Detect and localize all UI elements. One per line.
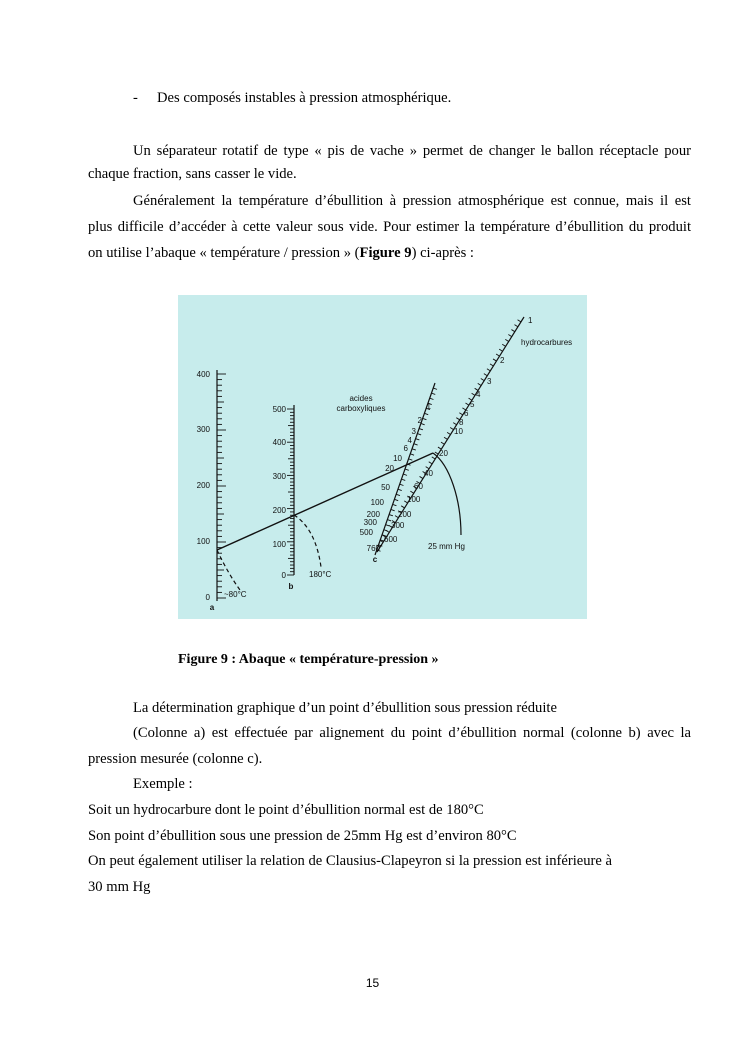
hydro-tick-mark (493, 359, 496, 361)
acides-tick-mark (409, 459, 413, 460)
hydro-tick-mark (502, 344, 505, 346)
hydro-tick-6: 6 (464, 409, 469, 418)
annotation-c: 25 mm Hg (428, 542, 465, 551)
example-line1: Soit un hydrocarbure dont le point d’ébullition normal est de 180°C (88, 802, 484, 818)
hydro-tick-mark (420, 476, 423, 478)
leader-c (433, 453, 461, 535)
axis-b-label-400: 400 (272, 438, 286, 447)
example-line2: Son point d’ébullition sous une pression de 25mm Hg est d’environ 80°C (88, 828, 517, 844)
hydro-tick-mark (490, 364, 493, 366)
acides-tick-500: 500 (359, 528, 373, 537)
hydro-tick-20: 20 (439, 449, 448, 458)
annotation-b: 180°C (309, 570, 332, 579)
acides-tick-mark (400, 484, 404, 485)
hydro-tick-mark (432, 457, 435, 459)
acides-tick-mark (410, 454, 414, 455)
acides-tick-mark (423, 418, 427, 419)
hydro-tick-mark (401, 506, 404, 508)
axis-a-label-200: 200 (196, 481, 210, 490)
axis-a-label-0: 0 (205, 593, 210, 602)
acides-tick-mark (405, 469, 409, 470)
axis-b-label-500: 500 (272, 405, 286, 414)
acides-label-l1: acides (349, 394, 373, 403)
acides-tick-mark (431, 393, 435, 394)
nomogram-svg (178, 295, 587, 619)
para3-line3: pression mesurée (colonne c). (88, 751, 263, 767)
hydro-tick-mark (496, 354, 499, 356)
hydro-tick-mark (505, 339, 508, 341)
hydro-tick-3: 3 (487, 377, 492, 386)
axis-b-label-200: 200 (272, 506, 286, 515)
hydro-tick-mark (472, 393, 475, 395)
hydro-tick-4: 4 (476, 390, 481, 399)
hydro-tick-1: 1 (528, 316, 533, 325)
acides-tick-300: 300 (363, 518, 377, 527)
figure-caption: Figure 9 : Abaque « température-pression » (178, 652, 439, 667)
hydro-tick-mark (511, 330, 514, 332)
bullet-text: Des composés instables à pression atmosphérique. (157, 90, 452, 106)
hydro-tick-mark (499, 349, 502, 351)
hydro-tick-mark (518, 320, 521, 322)
hydro-tick-mark (514, 325, 517, 327)
example-title: Exemple : (133, 776, 193, 792)
figure-reference: Figure 9 (359, 245, 412, 261)
acides-tick-mark (417, 434, 421, 435)
page-number: 15 (365, 976, 380, 990)
acides-tick-mark (403, 474, 407, 475)
acides-tick-mark (414, 444, 418, 445)
hydro-tick-mark (487, 369, 490, 371)
para3-line2: (Colonne a) est effectuée par alignement du point d’ébullition normal (colonne b) avec la (133, 725, 691, 741)
acides-tick-6: 6 (403, 444, 408, 453)
acides-tick-mark (393, 504, 397, 505)
acides-tick-mark (391, 509, 395, 510)
hydro-tick-600: 600 (384, 535, 398, 544)
acides-tick-1: 1 (426, 402, 431, 411)
acides-tick-50: 50 (381, 483, 390, 492)
acides-tick-mark (419, 429, 423, 430)
acides-tick-mark (416, 439, 420, 440)
axis-a-label-100: 100 (196, 537, 210, 546)
axis-a-label-400: 400 (196, 370, 210, 379)
acides-tick-mark (430, 398, 434, 399)
hydro-tick-mark (441, 442, 444, 444)
hydro-tick-60: 60 (414, 482, 423, 491)
acides-tick-mark (398, 489, 402, 490)
annotation-a: ~80°C (224, 590, 247, 599)
hydro-tick-mark (453, 423, 456, 425)
bullet-marker: - (133, 90, 138, 106)
nomogram-figure (178, 295, 587, 619)
hydro-tick-10: 10 (454, 427, 463, 436)
hydro-tick-300: 300 (391, 521, 405, 530)
acides-tick-mark (412, 449, 416, 450)
hydro-tick-mark (435, 452, 438, 454)
para1-line1: Un séparateur rotatif de type « pis de vache » permet de changer le ballon réceptacle pour (133, 143, 691, 159)
acides-tick-100: 100 (370, 498, 384, 507)
hydro-tick-8: 8 (459, 418, 464, 427)
acides-tick-200: 200 (366, 510, 380, 519)
acides-tick-mark (396, 494, 400, 495)
hydro-tick-2: 2 (500, 356, 505, 365)
para1-line2: chaque fraction, sans casser le vide. (88, 166, 297, 182)
hydro-label: hydrocarbures (521, 338, 573, 347)
acides-tick-10: 10 (393, 454, 402, 463)
acides-tick-mark (401, 479, 405, 480)
para2-line2: plus difficile d’accéder à cette valeur sous vide. Pour estimer la température d’ébullition du produit (88, 219, 691, 235)
hydro-tick-mark (508, 334, 511, 336)
hydro-tick-5: 5 (470, 400, 475, 409)
hydro-tick-mark (429, 462, 432, 464)
axis-b-letter: b (288, 582, 294, 591)
axis-b-label-0: 0 (281, 571, 286, 580)
alignment-line (217, 453, 433, 550)
axis-a-letter: a (209, 603, 215, 612)
acides-tick-mark (389, 515, 393, 516)
hydro-tick-200: 200 (398, 510, 412, 519)
hydro-tick-mark (484, 374, 487, 376)
acides-tick-mark (424, 413, 428, 414)
hydro-tick-mark (459, 413, 462, 415)
acides-tick-4: 4 (407, 436, 412, 445)
acides-tick-mark (433, 388, 437, 389)
acides-tick-3: 3 (411, 427, 416, 436)
hydro-tick-100: 100 (407, 495, 421, 504)
axis-c-letter: c (372, 555, 378, 564)
para2-line3: on utilise l’abaque « température / pression » (Figure 9) ci-après : (88, 245, 474, 261)
leader-b (294, 515, 321, 567)
hydro-tick-mark (465, 403, 468, 405)
axis-a-label-300: 300 (196, 425, 210, 434)
acides-tick-2: 2 (417, 416, 422, 425)
para2-line1: Généralement la température d’ébullition à pression atmosphérique est connue, mais il est (133, 193, 691, 209)
example-line4: 30 mm Hg (88, 879, 151, 895)
acides-label-l2: carboxyliques (336, 404, 386, 413)
hydro-tick-mark (478, 383, 481, 385)
acides-tick-mark (394, 499, 398, 500)
para3-line1: La détermination graphique d’un point d’ébullition sous pression réduite (133, 700, 557, 716)
hydro-tick-mark (447, 432, 450, 434)
acides-tick-20: 20 (385, 464, 394, 473)
example-line3: On peut également utiliser la relation de Clausius-Clapeyron si la pression est inférieure à (88, 853, 612, 869)
axis-b-label-300: 300 (272, 472, 286, 481)
acides-tick-760: 760 (366, 544, 380, 553)
hydro-tick-mark (410, 491, 413, 493)
hydro-tick-mark (481, 379, 484, 381)
axis-b-label-100: 100 (272, 540, 286, 549)
axis-b-ticks (287, 409, 294, 575)
hydro-tick-40: 40 (424, 469, 433, 478)
hydro-tick-mark (444, 437, 447, 439)
